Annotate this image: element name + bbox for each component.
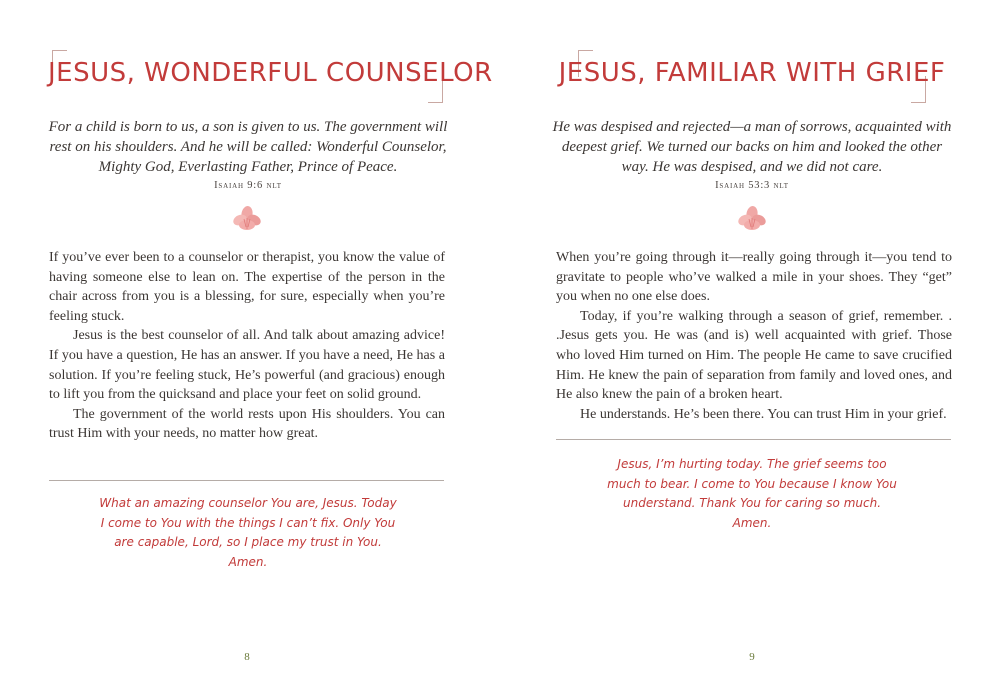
body-paragraph: Jesus is the best counselor of all. And talk about amazing advice! If you have a question, He has an answer. If you have a need, He has a solution. If you’re feeling stuck, He’s powerful (and gracious) enough to lift you from the quicksand and place your feet on solid ground. [49, 328, 445, 403]
flower-icon [737, 205, 767, 235]
scripture-reference: Isaiah 53:3 nlt [715, 180, 789, 191]
body-paragraph: Today, if you’re walking through a season of grief, remember. . .Jesus gets you. He was (and is) well acquainted with grief. Those who loved Him turned on Him. The people He came to save crucified Him. He knew the pain of separation from family and loved ones, and He also knew the pain of a broken heart. [556, 308, 952, 403]
devotional-body [49, 248, 445, 444]
page-number: 8 [244, 651, 250, 663]
page-title: JESUS, WONDERFUL COUNSELOR [48, 58, 493, 88]
divider [556, 439, 951, 440]
scripture-reference: Isaiah 9:6 nlt [214, 180, 282, 191]
body-paragraph: The government of the world rests upon His shoulders. You can trust Him with your needs, no matter how great. [49, 406, 445, 442]
page-title: JESUS, FAMILIAR WITH GRIEF [558, 58, 946, 88]
devotional-body [556, 248, 952, 424]
page-right [500, 0, 1000, 700]
body-paragraph: If you’ve ever been to a counselor or therapist, you know the value of having someone else to lean on. The expertise of the person in the chair across from you is a blessing, for sure, especially when you’re feeling stuck. [49, 250, 445, 324]
scripture-quote: He was despised and rejected—a man of sorrows, acquainted with deepest grief. We turned our backs on him and looked the other way. He was despised, and we did not care. [552, 119, 952, 175]
prayer-text: What an amazing counselor You are, Jesus. Today I come to You with the things I can’t fix. Only You are capable, Lord, so I place my trust in You. Amen. [99, 496, 397, 569]
page-number: 9 [749, 651, 755, 663]
flower-icon [232, 205, 262, 235]
body-paragraph: He understands. He’s been there. You can trust Him in your grief. [580, 406, 947, 422]
body-paragraph: When you’re going through it—really going through it—you tend to gravitate to people who’ve walked a mile in your shoes. They “get” you when no one else does. [556, 250, 952, 305]
prayer-text: Jesus, I’m hurting today. The grief seems too much to bear. I come to You because I know You understand. Thank You for caring so much. Amen. [607, 457, 897, 530]
scripture-quote: For a child is born to us, a son is given to us. The government will rest on his shoulders. And he will be called: Wonderful Counselor, Mighty God, Everlasting Father, Prince of Peace. [48, 119, 448, 175]
divider [49, 480, 444, 481]
